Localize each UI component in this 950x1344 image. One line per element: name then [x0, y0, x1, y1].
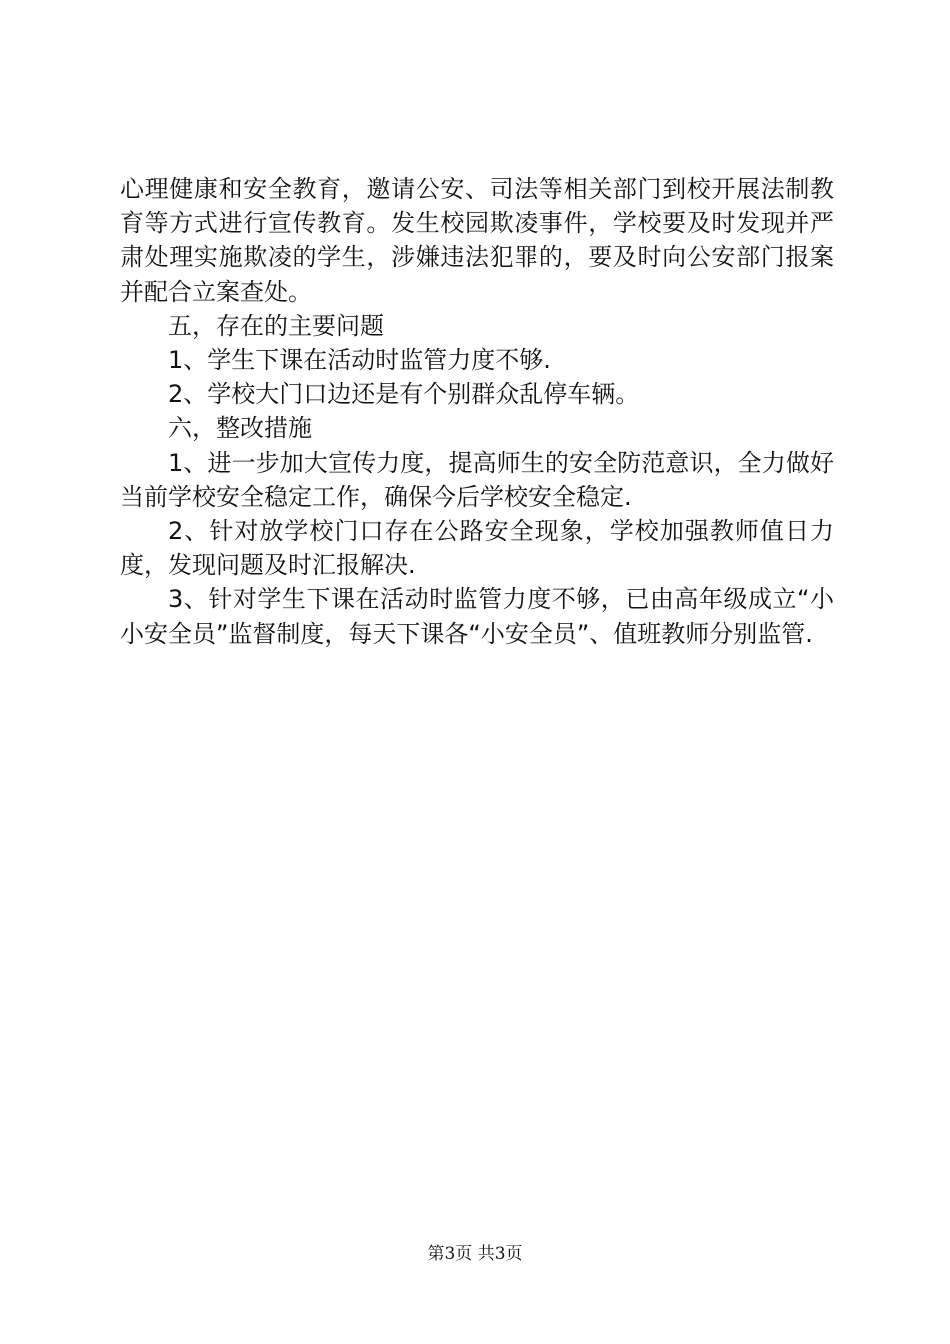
document-body [120, 172, 834, 651]
problem-item-1: 1、学生下课在活动时监管力度不够. [168, 346, 551, 375]
measure-item-2: 2、针对放学校门口存在公路安全现象，学校加强教师值日力度，发现问题及时汇报解决. [120, 517, 834, 580]
measure-item-1: 1、进一步加大宣传力度，提高师生的安全防范意识，全力做好当前学校安全稳定工作，确保今后学校安全稳定. [120, 448, 834, 511]
measure-item-3: 3、针对学生下课在活动时监管力度不够，已由高年级成立“小小安全员”监督制度，每天下课各“小安全员”、值班教师分别监管. [120, 585, 834, 648]
paragraph-continuation: 心理健康和安全教育，邀请公安、司法等相关部门到校开展法制教育等方式进行宣传教育。发生校园欺凌事件，学校要及时发现并严肃处理实施欺凌的学生，涉嫌违法犯罪的，要及时向公安部门报案并配合立案查处。 [120, 175, 834, 306]
section-heading-problems: 五，存在的主要问题 [168, 311, 384, 340]
page-footer [0, 1243, 950, 1265]
section-heading-measures: 六，整改措施 [168, 414, 312, 443]
page-number-label: 第3页 共3页 [427, 1244, 523, 1264]
problem-item-2: 2、学校大门口边还是有个别群众乱停车辆。 [168, 380, 640, 409]
